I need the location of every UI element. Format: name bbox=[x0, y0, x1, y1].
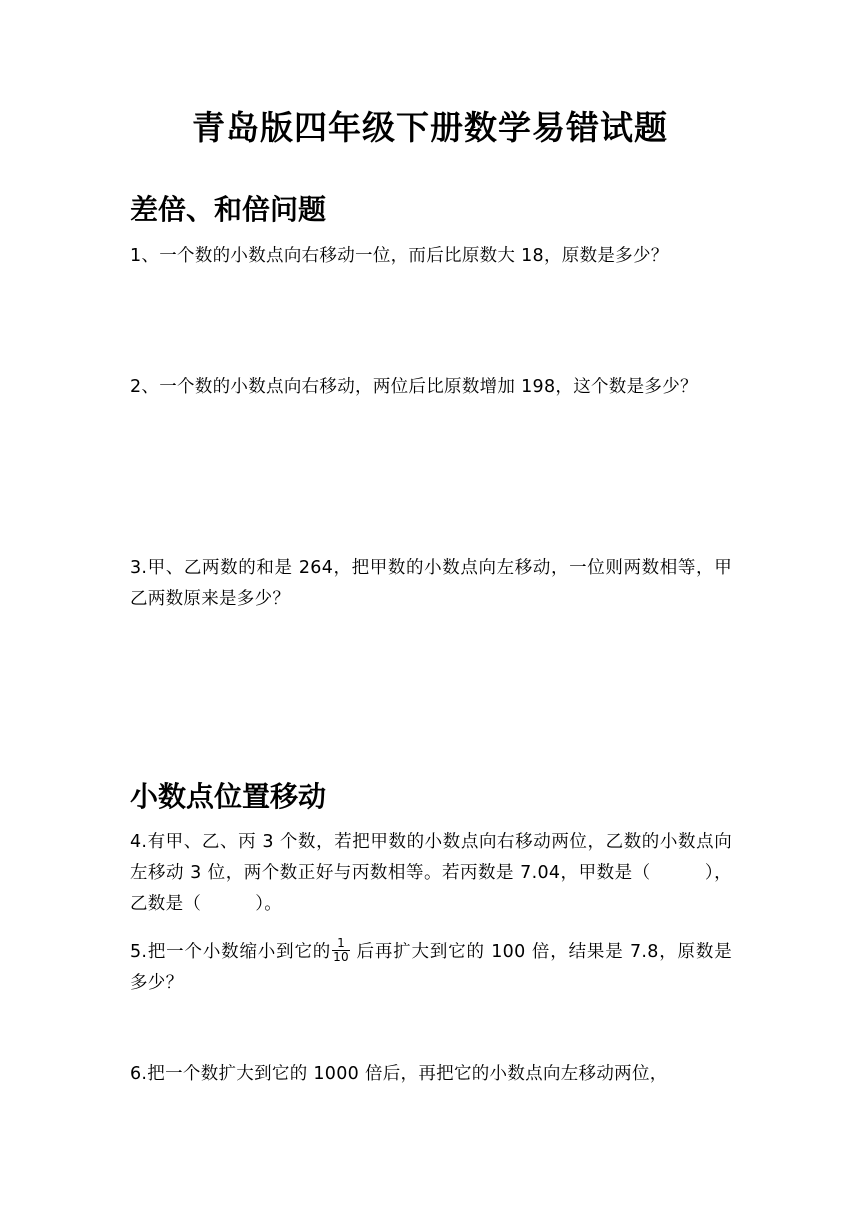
fraction-one-tenth bbox=[332, 937, 350, 964]
question-5-text-after: 后再扩大到它的 100 倍，结果是 7.8，原数是多少？ bbox=[130, 942, 733, 993]
question-4-blank-2-close: ）。 bbox=[255, 894, 283, 914]
question-4 bbox=[130, 827, 732, 920]
question-5-text-before: 5.把一个小数缩小到它的 bbox=[130, 942, 332, 962]
question-1: 1、一个数的小数点向右移动一位，而后比原数大 18，原数是多少？ bbox=[130, 246, 669, 266]
question-6: 6.把一个数扩大到它的 1000 倍后，再把它的小数点向左移动两位， bbox=[130, 1064, 668, 1084]
question-4-blank-1-open: （ bbox=[632, 863, 651, 883]
fraction-denominator: 10 bbox=[333, 949, 349, 964]
fraction-numerator: 1 bbox=[332, 937, 350, 951]
section-heading-multiple-problems: 差倍、和倍问题 bbox=[130, 193, 327, 226]
question-4-text: 4.有甲、乙、丙 3 个数，若把甲数的小数点向右移动两位，乙数的小数点向左移动 3 位，两个数正好与丙数相等。若丙数是 7.04，甲数是 bbox=[130, 832, 732, 883]
section-heading-decimal-point-shift: 小数点位置移动 bbox=[130, 780, 327, 813]
question-4-blank-1-close: ），乙数是（ bbox=[130, 863, 732, 914]
question-2: 2、一个数的小数点向右移动，两位后比原数增加 198，这个数是多少？ bbox=[130, 377, 698, 397]
question-3: 3.甲、乙两数的和是 264，把甲数的小数点向左移动，一位则两数相等，甲乙两数原来是多少？ bbox=[130, 558, 732, 609]
document-title: 青岛版四年级下册数学易错试题 bbox=[192, 108, 668, 147]
question-5 bbox=[130, 937, 732, 999]
